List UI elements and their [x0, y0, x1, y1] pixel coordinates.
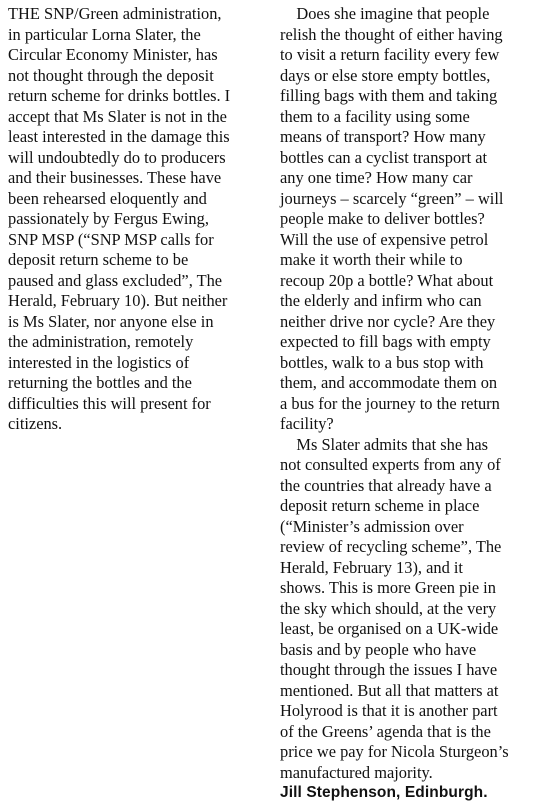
text-line: relish the thought of either having — [280, 24, 503, 44]
text-line: difficulties this will present for — [8, 393, 211, 413]
text-line: not thought through the deposit — [8, 65, 214, 85]
text-line: and their businesses. These have — [8, 168, 222, 187]
text-line: Will the use of expensive petrol — [280, 229, 489, 249]
text-line: them, and accommodate them on — [280, 373, 498, 392]
text-line: Ms Slater admits that she has — [280, 434, 489, 454]
text-line: citizens. — [8, 414, 63, 433]
text-line: least interested in the damage this — [8, 127, 230, 146]
text-line: mentioned. But all that matters at — [280, 680, 499, 700]
text-line: Circular Economy Minister, has — [8, 45, 218, 64]
text-line: means of transport? How many — [280, 127, 486, 146]
text-line: the elderly and infirm who can — [280, 291, 482, 310]
text-line: been rehearsed eloquently and — [8, 188, 207, 208]
text-line: shows. This is more Green pie in — [280, 578, 496, 597]
text-line: is Ms Slater, nor anyone else in — [8, 311, 214, 331]
text-line: recoup 20p a bottle? What about — [280, 270, 494, 290]
text-line: them to a facility using some — [280, 106, 470, 126]
text-line: least, be organised on a UK-wide — [280, 619, 499, 638]
text-line: paused and glass excluded”, The — [8, 270, 223, 290]
text-line: deposit return scheme in place — [280, 496, 480, 515]
text-line: passionately by Fergus Ewing, — [8, 209, 209, 228]
text-line: journeys – scarcely “green” – will — [280, 188, 504, 208]
text-line: interested in the logistics of — [8, 352, 190, 372]
text-line: THE SNP/Green administration, — [8, 4, 222, 23]
text-line: bottles, walk to a bus stop with — [280, 352, 484, 372]
text-line: the sky which should, at the very — [280, 598, 497, 618]
text-line: Holyrood is that it is another part — [280, 701, 498, 720]
text-line: people make to deliver bottles? — [280, 209, 485, 228]
text-line: facility? — [280, 414, 334, 433]
text-line: to visit a return facility every few — [280, 45, 500, 64]
author-signature: Jill Stephenson, Edinburgh. — [280, 784, 488, 801]
text-line: the administration, remotely — [8, 332, 194, 351]
text-line: neither drive nor cycle? Are they — [280, 311, 496, 331]
text-line: Herald, February 10). But neither — [8, 291, 228, 310]
text-line: review of recycling scheme”, The — [280, 537, 502, 556]
text-line: returning the bottles and the — [8, 373, 192, 392]
text-line: deposit return scheme to be — [8, 250, 189, 269]
left-column — [8, 4, 270, 435]
text-line: Herald, February 13), and it — [280, 557, 463, 577]
text-line: accept that Ms Slater is not in the — [8, 106, 227, 126]
right-column — [280, 4, 542, 804]
text-line: expected to fill bags with empty — [280, 332, 491, 351]
text-line: manufactured majority. — [280, 762, 433, 782]
text-line: will undoubtedly do to producers — [8, 147, 226, 167]
text-line: any one time? How many car — [280, 168, 473, 187]
text-line: filling bags with them and taking — [280, 86, 498, 105]
text-line: in particular Lorna Slater, the — [8, 24, 201, 44]
text-line: a bus for the journey to the return — [280, 393, 500, 413]
text-line: (“Minister’s admission over — [280, 516, 464, 536]
text-line: basis and by people who have — [280, 639, 477, 659]
text-line: thought through the issues I have — [280, 660, 498, 679]
text-line: of the Greens’ agenda that is the — [280, 721, 491, 741]
text-line: make it worth their while to — [280, 250, 463, 269]
text-line: the countries that already have a — [280, 475, 492, 495]
text-line: SNP MSP (“SNP MSP calls for — [8, 229, 214, 249]
text-line: price we pay for Nicola Sturgeon’s — [280, 742, 509, 761]
text-line: bottles can a cyclist transport at — [280, 147, 488, 167]
text-line: not consulted experts from any of — [280, 455, 501, 474]
text-line: return scheme for drinks bottles. I — [8, 86, 231, 105]
text-line: Does she imagine that people — [280, 4, 490, 23]
text-line: days or else store empty bottles, — [280, 65, 491, 85]
